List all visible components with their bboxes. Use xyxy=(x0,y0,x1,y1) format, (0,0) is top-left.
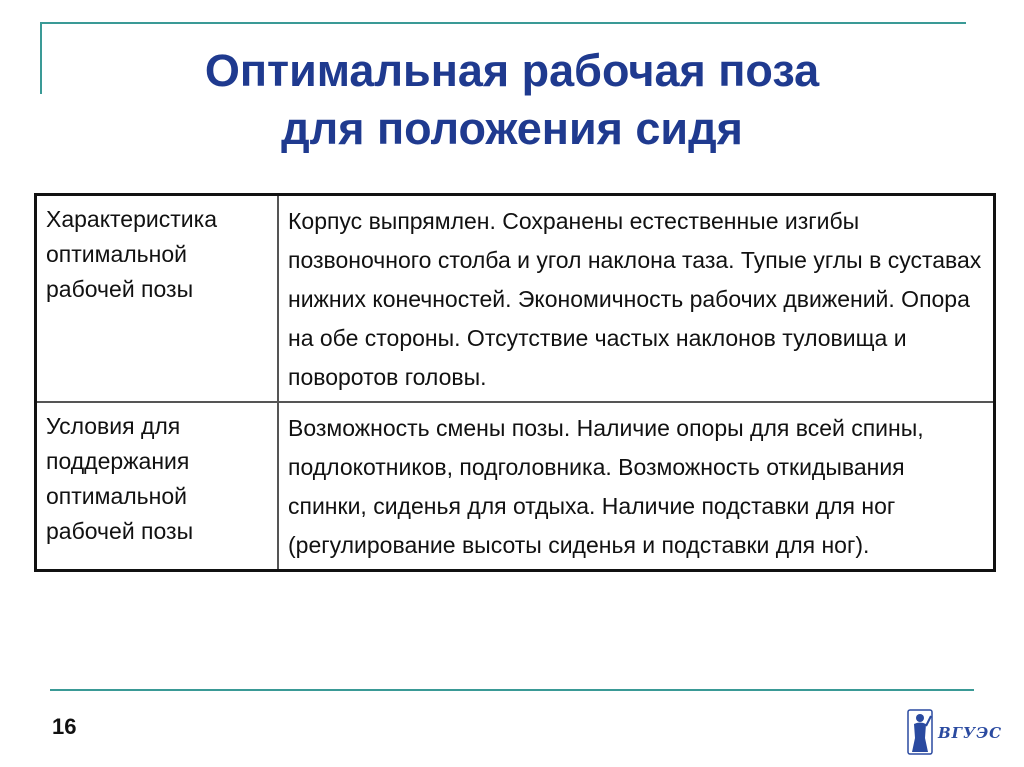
row-text-cell: Корпус выпрямлен. Сохранены естественные изгибы позвоночного столба и угол наклона таза. Тупые углы в суставах нижних конечностей. Экономичность рабочих движений. Опора на обе стороны. Отсутствие частых наклонов туловища и поворотов головы. xyxy=(278,195,995,403)
row-text-cell: Возможность смены позы. Наличие опоры для всей спины, подлокотников, подголовника. Возможность откидывания спинки, сиденья для отдыха. Наличие подставки для ног (регулирование высоты сиденья и подставки для ног). xyxy=(278,402,995,571)
left-decorative-rule xyxy=(40,22,42,94)
page-number: 16 xyxy=(52,714,77,739)
top-decorative-rule xyxy=(40,22,966,24)
slide-title-line-2: для положения сидя xyxy=(281,103,743,154)
table-row xyxy=(36,402,995,571)
logo-wordmark: ВГУЭС xyxy=(938,724,1003,742)
row-label-cell: Условия для поддержания оптимальной рабочей позы xyxy=(36,402,279,571)
row-label-cell: Характеристика оптимальной рабочей позы xyxy=(36,195,279,403)
slide-title xyxy=(60,42,964,158)
table-row xyxy=(36,195,995,403)
bottom-decorative-rule xyxy=(50,689,974,691)
posture-table xyxy=(34,193,996,572)
slide-title-line-1: Оптимальная рабочая поза xyxy=(204,45,820,96)
